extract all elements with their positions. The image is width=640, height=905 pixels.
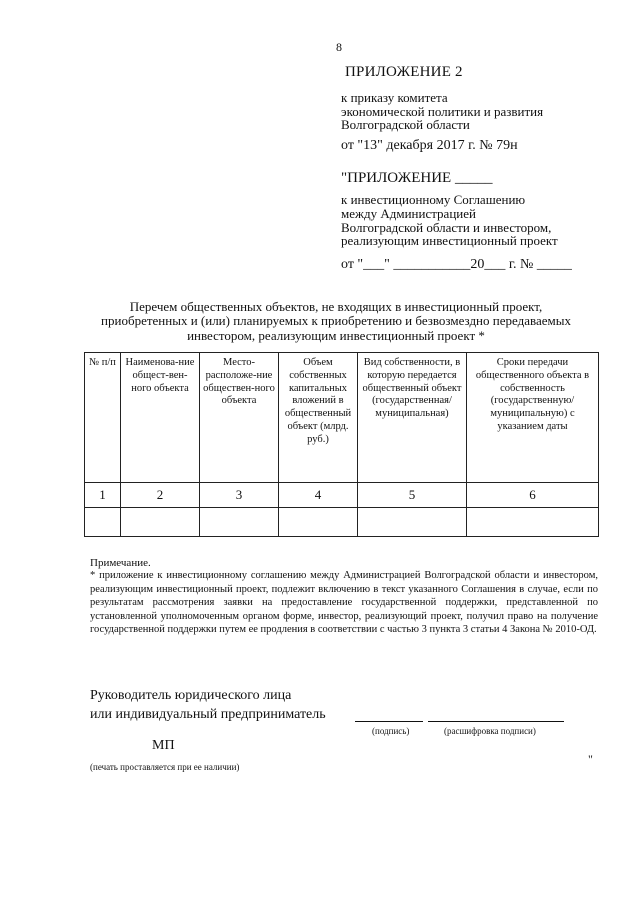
header-cell-ownership: Вид собственности, в которую передается общественный объект (государственная/ муниципальная)	[358, 353, 467, 483]
appendix2-line: Волгоградской области и инвестором,	[341, 219, 552, 235]
empty-cell	[85, 508, 121, 537]
closing-quote: "	[588, 752, 593, 766]
column-number-cell: 2	[121, 483, 200, 508]
table-row	[85, 508, 599, 537]
empty-cell	[121, 508, 200, 537]
appendix-line: экономической политики и развития	[341, 103, 544, 119]
column-number-cell: 4	[279, 483, 358, 508]
appendix2-date: от "___" ___________20___ г. № _____	[341, 257, 572, 272]
column-number-cell: 1	[85, 483, 121, 508]
column-number-cell: 6	[467, 483, 599, 508]
appendix2-subtitle	[341, 193, 558, 248]
table-header-row	[85, 353, 599, 483]
header-cell-investment: Объем собственных капитальных вложений в общественный объект (млрд. руб.)	[279, 353, 358, 483]
appendix2-line: реализующим инвестиционный проект	[341, 233, 558, 249]
header-cell-number: № п/п	[85, 353, 121, 483]
column-number-cell: 3	[200, 483, 279, 508]
signature-decoding-caption: (расшифровка подписи)	[444, 726, 536, 736]
table-row	[85, 483, 599, 508]
column-number-cell: 5	[358, 483, 467, 508]
note-heading: Примечание.	[90, 557, 151, 569]
stamp-note: (печать проставляется при ее наличии)	[90, 762, 240, 772]
stamp-label: МП	[152, 738, 175, 753]
appendix-title: ПРИЛОЖЕНИЕ 2	[345, 64, 463, 80]
signature-decoding-blank	[428, 721, 564, 722]
list-heading: Перечем общественных объектов, не входящих в инвестиционный проект, приобретенных и (или) планируемых к приобретению и безвозмездно передаваемых инвестором, реализующим инвестиционный проект *	[101, 299, 571, 343]
objects-table	[84, 352, 599, 537]
appendix-line: Волгоградской области	[341, 117, 470, 132]
signature-blank	[355, 721, 423, 722]
empty-cell	[200, 508, 279, 537]
empty-cell	[358, 508, 467, 537]
signature-caption: (подпись)	[372, 726, 410, 736]
signature-line-2: или индивидуальный предприниматель	[90, 707, 326, 722]
appendix2-line: к инвестиционному Соглашению	[341, 192, 526, 207]
header-cell-name: Наименова-ние общест-вен-ного объекта	[121, 353, 200, 483]
appendix2-line: между Администрацией	[341, 205, 476, 221]
empty-cell	[467, 508, 599, 537]
appendix-line: к приказу комитета	[341, 90, 448, 105]
appendix2-title: "ПРИЛОЖЕНИЕ _____	[341, 170, 493, 186]
page-number: 8	[336, 40, 342, 54]
signature-line-1: Руководитель юридического лица	[90, 688, 292, 703]
appendix-date: от "13" декабря 2017 г. № 79н	[341, 138, 518, 153]
header-cell-deadline: Сроки передачи общественного объекта в собственность (государственную/ муниципальную) с указанием даты	[467, 353, 599, 483]
header-cell-location: Место-расположе-ние обществен-ного объекта	[200, 353, 279, 483]
note-body: * приложение к инвестиционному соглашению между Администрацией Волгоградской области и инвестором, реализующим инвестиционный проект, подлежит включению в текст указанного Соглашения в случае, если по результатам рассмотрения заявки на предоставление государственной поддержки, представленной по установленной уполномоченным органом форме, инвестор, реализующий проект, получил право на получение государственной поддержки путем ее продления в соответствии с частью 3 пункта 3 статьи 4 Закона № 2010-ОД.	[90, 570, 598, 635]
appendix-subtitle	[341, 91, 543, 132]
empty-cell	[279, 508, 358, 537]
